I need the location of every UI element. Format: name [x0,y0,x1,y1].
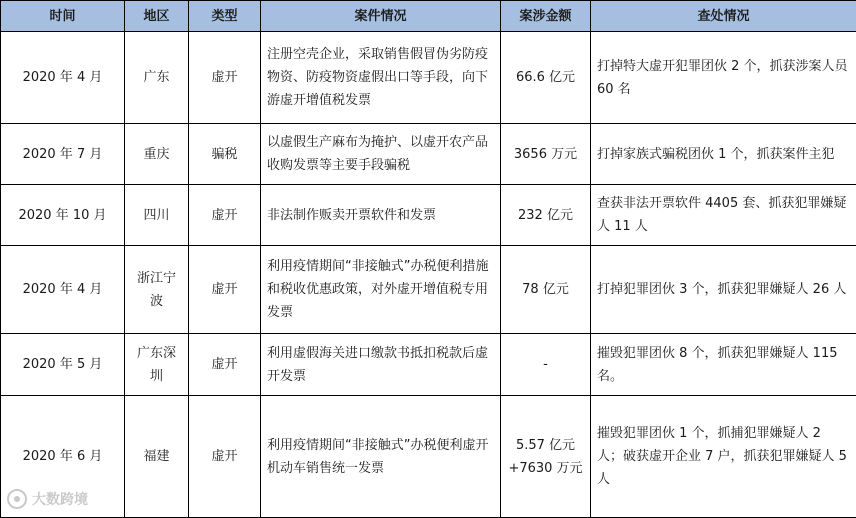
table-row [1,124,856,185]
cell-time: 2020 年 5 月 [1,334,125,396]
cell-time: 2020 年 4 月 [1,246,125,334]
cell-time: 2020 年 7 月 [1,124,125,185]
cell-result: 打掉犯罪团伙 3 个，抓获犯罪嫌疑人 26 人 [591,246,856,334]
cell-case: 利用疫情期间“非接触式”办税便利措施和税收优惠政策，对外虚开增值税专用发票 [261,246,501,334]
cell-result: 查获非法开票软件 4405 套、抓获犯罪嫌疑人 11 人 [591,185,856,246]
cell-type: 虚开 [189,396,261,518]
cell-amount: 3656 万元 [501,124,591,185]
cell-case: 利用虚假海关进口缴款书抵扣税款后虚开发票 [261,334,501,396]
cell-type: 虚开 [189,334,261,396]
cell-time: 2020 年 10 月 [1,185,125,246]
table-row [1,32,856,124]
header-result: 查处情况 [591,1,856,32]
cell-result: 摧毁犯罪团伙 1 个，抓捕犯罪嫌疑人 2 人；破获虚开企业 7 户，抓获犯罪嫌疑人 5 人 [591,396,856,518]
brand-logo-icon [6,488,28,510]
cell-type: 虚开 [189,32,261,124]
cell-amount: 66.6 亿元 [501,32,591,124]
cell-region: 四川 [125,185,189,246]
cell-type: 骗税 [189,124,261,185]
cell-amount: 232 亿元 [501,185,591,246]
cell-result: 打掉家族式骗税团伙 1 个，抓获案件主犯 [591,124,856,185]
cell-region: 福建 [125,396,189,518]
cell-region: 重庆 [125,124,189,185]
cell-type: 虚开 [189,246,261,334]
table-row [1,185,856,246]
cell-result: 摧毁犯罪团伙 8 个，抓获犯罪嫌疑人 115 名。 [591,334,856,396]
table-row [1,246,856,334]
cell-amount: 78 亿元 [501,246,591,334]
cell-amount: - [501,334,591,396]
watermark [6,488,88,510]
table-header-row [1,1,856,32]
header-time: 时间 [1,1,125,32]
cell-case: 利用疫情期间“非接触式”办税便利虚开机动车销售统一发票 [261,396,501,518]
cell-time: 2020 年 6 月 [1,396,125,518]
header-amount: 案涉金额 [501,1,591,32]
cell-amount: 5.57 亿元 +7630 万元 [501,396,591,518]
cell-time: 2020 年 4 月 [1,32,125,124]
watermark-text: 大数跨境 [32,492,88,508]
cell-region: 浙江宁波 [125,246,189,334]
header-case: 案件情况 [261,1,501,32]
cell-region: 广东 [125,32,189,124]
table-row [1,334,856,396]
cell-type: 虚开 [189,185,261,246]
cell-region: 广东深圳 [125,334,189,396]
cell-case: 非法制作贩卖开票软件和发票 [261,185,501,246]
table-row [1,396,856,518]
header-region: 地区 [125,1,189,32]
header-type: 类型 [189,1,261,32]
cell-case: 注册空壳企业，采取销售假冒伪劣防疫物资、防疫物资虚假出口等手段，向下游虚开增值税发票 [261,32,501,124]
cell-result: 打掉特大虚开犯罪团伙 2 个，抓获涉案人员 60 名 [591,32,856,124]
cell-case: 以虚假生产麻布为掩护、以虚开农产品收购发票等主要手段骗税 [261,124,501,185]
